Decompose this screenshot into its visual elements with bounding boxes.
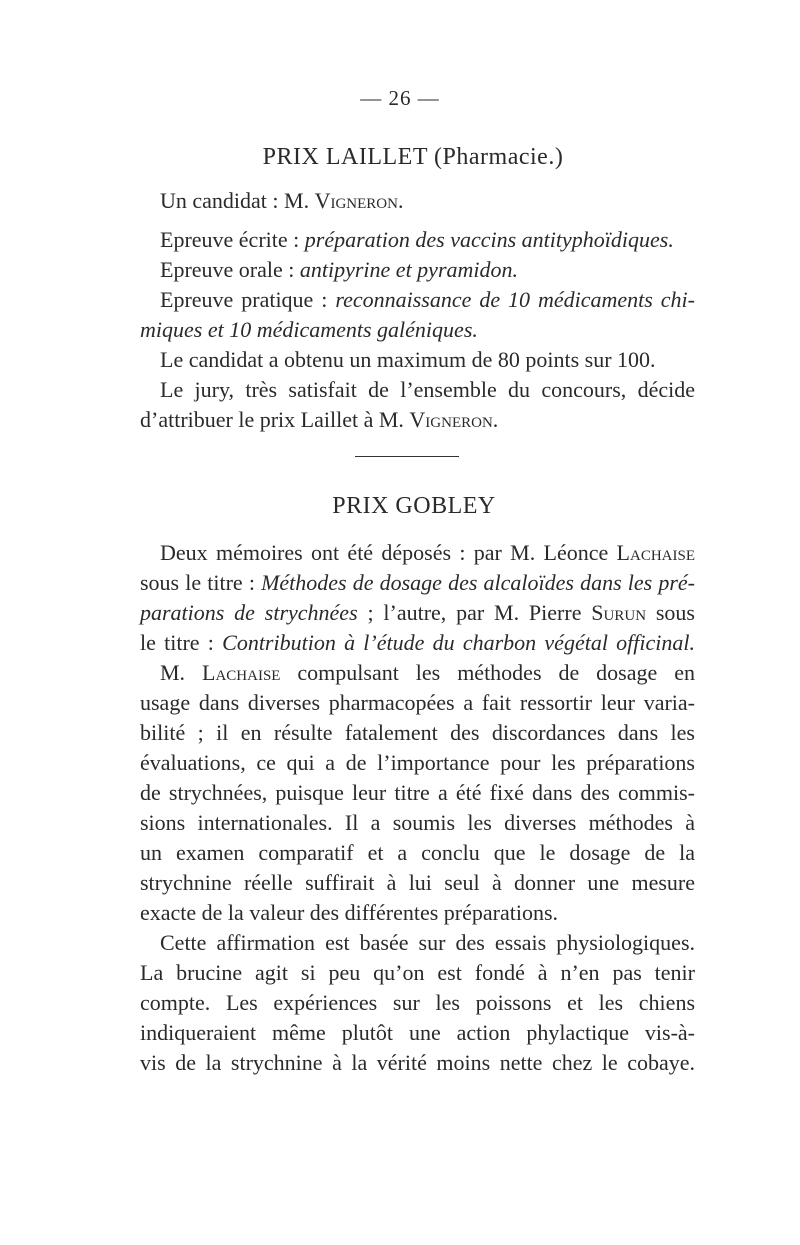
paragraph-line: bilité ; il en résulte fatalement des discordances dans les (140, 720, 695, 745)
paragraph-line: de strychnées, puisque leur titre a été fixé dans des commis- (140, 780, 695, 805)
paragraph-line: le titre : Contribution à l’étude du charbon végétal officinal. (140, 630, 696, 655)
laureate-name: Vigneron (409, 407, 493, 432)
section-title-prix-laillet: PRIX LAILLET (Pharmacie.) (262, 144, 564, 170)
paragraph-line: strychnine réelle suffirait à lui seul à donner une mesure (140, 870, 695, 895)
paragraph-line: un examen comparatif et a conclu que le dosage de la (140, 840, 695, 865)
paragraph-line: M. Lachaise compulsant les méthodes de dosage en (160, 660, 695, 685)
paragraph-line: vis de la strychnine à la vérité moins nette chez le cobaye. (140, 1050, 695, 1075)
section-divider (355, 456, 459, 457)
paragraph-line: évaluations, ce qui a de l’importance pour les préparations (140, 750, 695, 775)
jury-line: Le jury, très satisfait de l’ensemble du concours, décide (160, 377, 695, 402)
paragraph-line: La brucine agit si peu qu’on est fondé à n’en pas tenir (140, 960, 695, 985)
paragraph-line: parations de strychnées ; l’autre, par M. Pierre Surun sous (140, 600, 695, 625)
candidate-line: Un candidat : M. Vigneron. (160, 188, 404, 213)
section-title-prix-gobley: PRIX GOBLEY (332, 493, 496, 519)
paragraph-line: Deux mémoires ont été déposés : par M. Léonce Lachaise (160, 540, 695, 565)
page-number: — 26 — (360, 86, 440, 110)
paragraph-line: compte. Les expériences sur les poissons et les chiens (140, 990, 695, 1015)
paragraph-line: usage dans diverses pharmacopées a fait ressortir leur varia- (140, 690, 695, 715)
written-exam-line: Epreuve écrite : préparation des vaccins antityphoïdiques. (160, 227, 674, 252)
jury-line-continued: d’attribuer le prix Laillet à M. Vigneron. (140, 407, 499, 432)
candidate-name: Vigneron (314, 188, 398, 213)
oral-exam-line: Epreuve orale : antipyrine et pyramidon. (160, 257, 519, 282)
practical-exam-line-continued: miques et 10 médicaments galéniques. (140, 317, 478, 342)
score-line: Le candidat a obtenu un maximum de 80 points sur 100. (160, 347, 656, 372)
paragraph-line: sous le titre : Méthodes de dosage des alcaloïdes dans les pré- (140, 570, 695, 595)
paragraph-line: indiqueraient même plutôt une action phylactique vis-à- (140, 1020, 695, 1045)
practical-exam-line: Epreuve pratique : reconnaissance de 10 médicaments chi- (160, 287, 695, 312)
paragraph-line: exacte de la valeur des différentes préparations. (140, 900, 558, 925)
paragraph-line: sions internationales. Il a soumis les diverses méthodes à (140, 810, 695, 835)
paragraph-line: Cette affirmation est basée sur des essais physiologiques. (160, 930, 695, 955)
